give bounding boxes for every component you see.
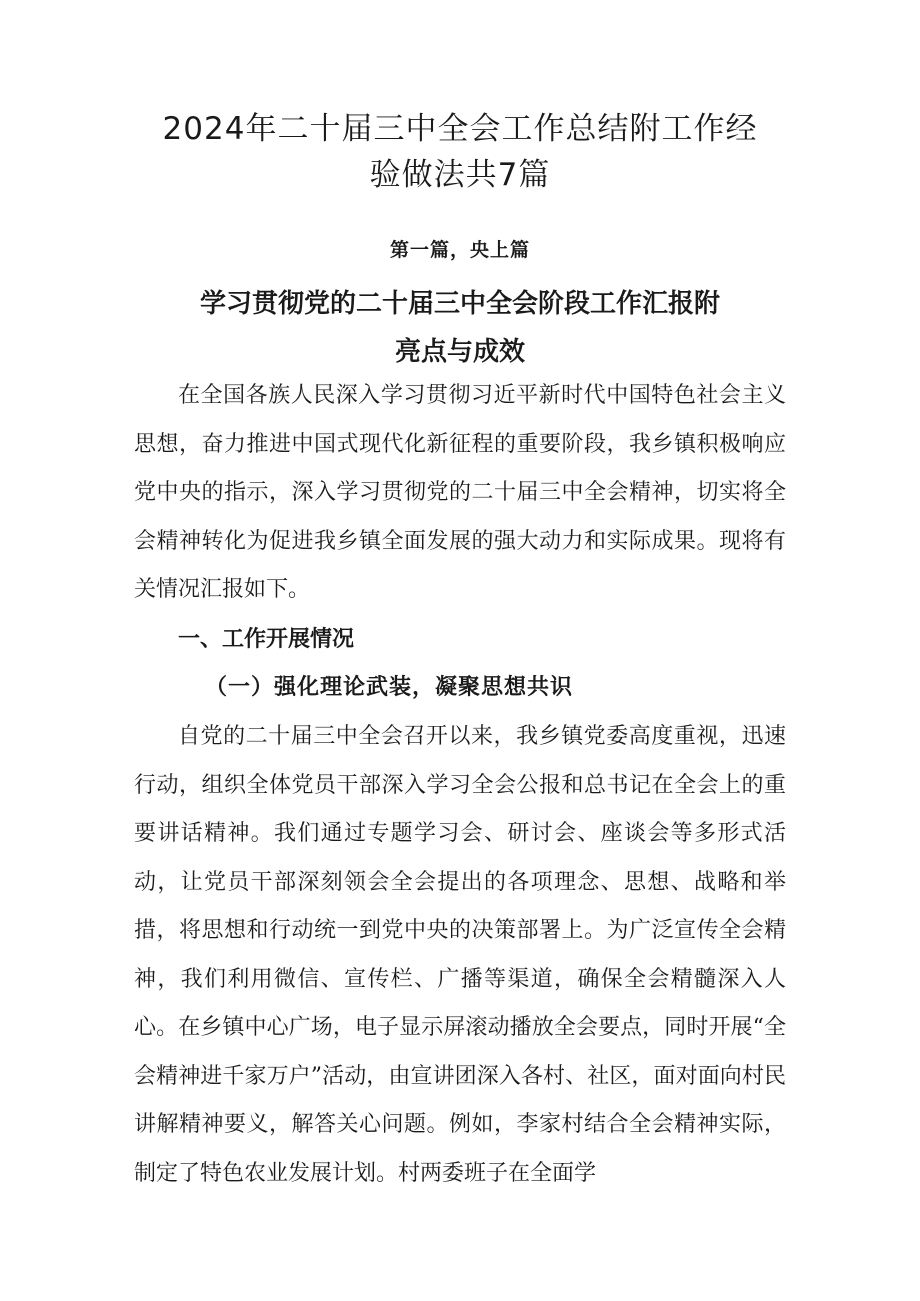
subsection-heading: （一）强化理论武装，凝聚思想共识 bbox=[205, 674, 574, 700]
intro-paragraph: 在全国各族人民深入学习贯彻习近平新时代中国特色社会主义思想，奋力推进中国式现代化新征程的重要阶段，我乡镇积极响应党中央的指示，深入学习贯彻党的二十届三中全会精神，切实将全会精神转化为促进我乡镇全面发展的强大动力和实际成果。现将有关情况汇报如下。 bbox=[134, 383, 786, 602]
document-title-line-1: 2024年二十届三中全会工作总结附工作经 bbox=[162, 111, 758, 147]
article-title bbox=[120, 280, 800, 376]
document-title bbox=[120, 106, 800, 198]
section-heading: 一、工作开展情况 bbox=[178, 627, 355, 652]
body-paragraph: 自党的二十届三中全会召开以来，我乡镇党委高度重视，迅速行动，组织全体党员干部深入学习全会公报和总书记在全会上的重要讲话精神。我们通过专题学习会、研讨会、座谈会等多形式活动，让党员干部深刻领会全会提出的各项理念、思想、战略和举措，将思想和行动统一到党中央的决策部署上。为广泛宣传全会精神，我们利用微信、宣传栏、广播等渠道，确保全会精髓深入人心。在乡镇中心广场，电子显示屏滚动播放全会要点，同时开展“全会精神进千家万户”活动，由宣讲团深入各村、社区，面对面向村民讲解精神要义，解答关心问题。例如，李家村结合全会精神实际，制定了特色农业发展计划。村两委班子在全面学 bbox=[134, 724, 786, 1186]
article-title-line-1: 学习贯彻党的二十届三中全会阶段工作汇报附 bbox=[199, 289, 720, 319]
document-title-line-2: 验做法共7篇 bbox=[369, 157, 551, 193]
article-title-line-2: 亮点与成效 bbox=[394, 337, 525, 367]
part-label: 第一篇，央上篇 bbox=[389, 239, 530, 261]
